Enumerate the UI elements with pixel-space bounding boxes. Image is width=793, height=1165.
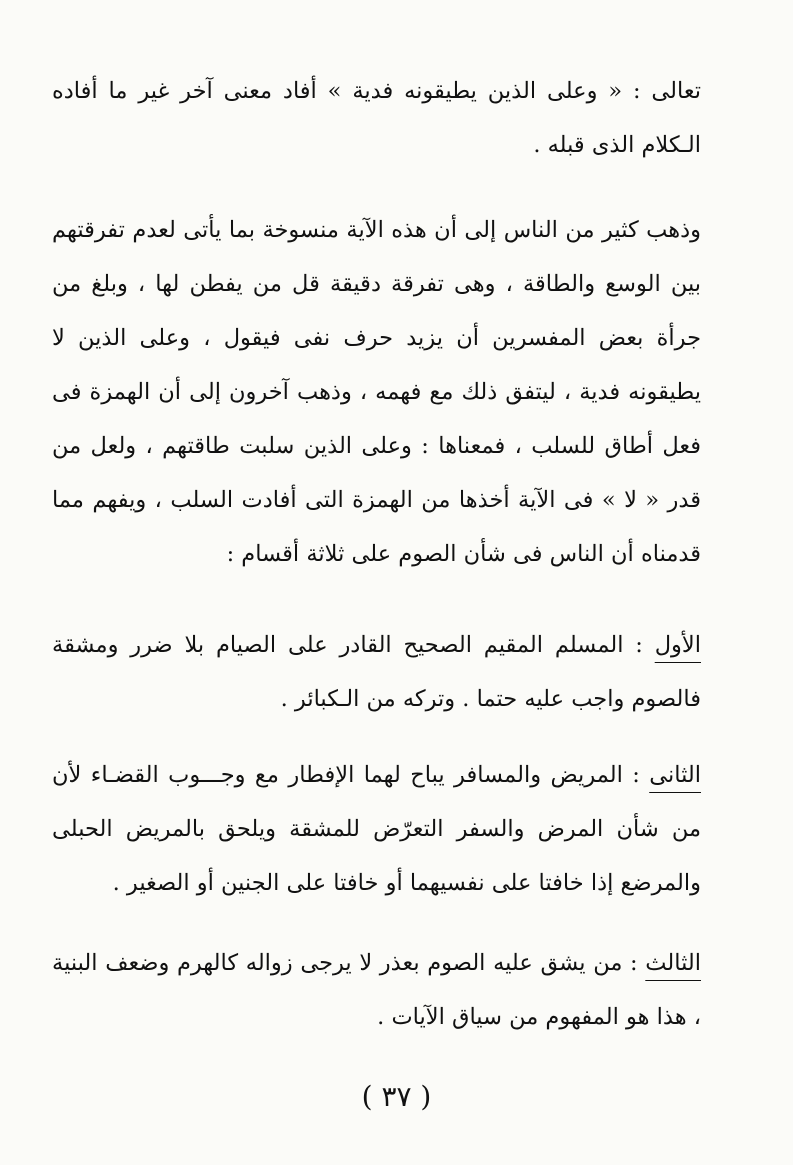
first-category-label: الأول bbox=[654, 632, 701, 658]
first-category-text: : المسلم المقيم الصحيح القادر على الصيام بلا ضرر ومشقة فالصوم واجب عليه حتما . وتركه من الـكبائر . bbox=[44, 632, 701, 712]
third-category-paragraph bbox=[44, 936, 701, 1044]
first-category-paragraph bbox=[44, 618, 701, 726]
intro-paragraph: تعالى : « وعلى الذين يطيقونه فدية » أفاد معنى آخر غير ما أفاده الـكلام الذى قبله . bbox=[44, 78, 701, 158]
third-category-text: : من يشق عليه الصوم بعذر لا يرجى زواله كالهرم وضعف البنية ، هذا هو المفهوم من سياق الآيات . bbox=[44, 950, 701, 1030]
page-number: ( ٣٧ ) bbox=[361, 1080, 432, 1113]
main-paragraph: وذهب كثير من الناس إلى أن هذه الآية منسوخة بما يأتى لعدم تفرقتهم بين الوسع والطاقة ، وهى تفرقة دقيقة قل من يفطن لها ، وبلغ من جرأة بعض المفسرين أن يزيد حرف نفى فيقول ، وعلى الذين لا يطيقونه فدية ، ليتفق ذلك مع فهمه ، وذهب آخرون إلى أن الهمزة فى فعل أطاق للسلب ، فمعناها : وعلى الذين سلبت طاقتهم ، ولعل من قدر « لا » فى الآية أخذها من الهمزة التى أفادت السلب ، ويفهم مما قدمناه أن الناس فى شأن الصوم على ثلاثة أقسام : bbox=[44, 217, 701, 567]
third-category-label: الثالث bbox=[645, 950, 701, 976]
second-category-label: الثانى bbox=[649, 762, 701, 788]
second-category-paragraph bbox=[44, 748, 701, 910]
second-category-text: : المريض والمسافر يباح لهما الإفطار مع وجـــوب القضـاء لأن من شأن المرض والسفر التعرّض للمشقة ويلحق بالمريض الحبلى والمرضع إذا خافتا على نفسيهما أو خافتا على الجنين أو الصغير . bbox=[44, 762, 701, 896]
